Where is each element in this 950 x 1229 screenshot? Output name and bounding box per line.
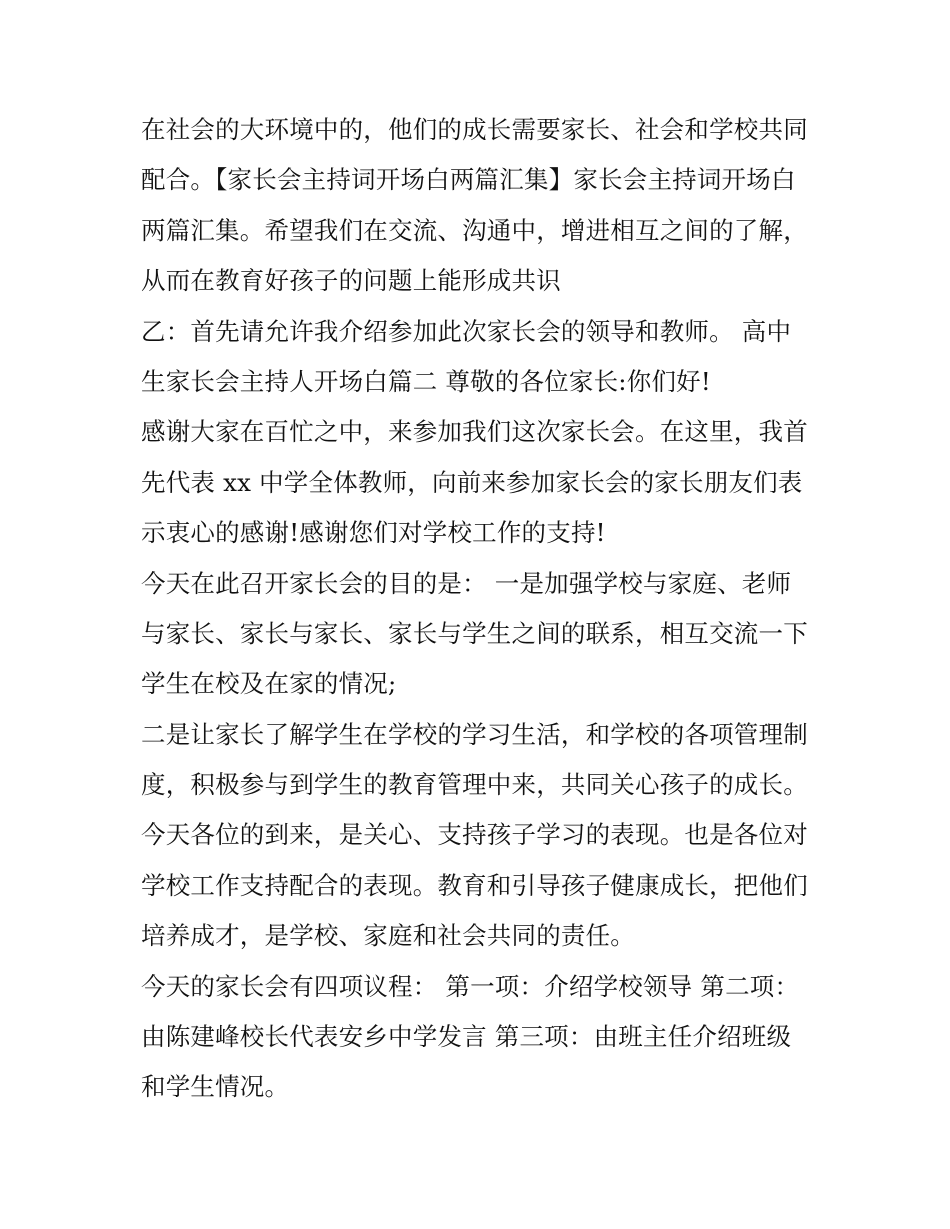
text-line: 培养成才，是学校、家庭和社会共同的责任。 xyxy=(141,921,635,951)
text-line: 今天的家长会有四项议程： 第一项：介绍学校领导 第二项： xyxy=(141,971,800,1001)
text-line: 二是让家长了解学生在学校的学习生活，和学校的各项管理制 xyxy=(141,719,808,749)
text-line: 学校工作支持配合的表现。教育和引导孩子健康成长，把他们 xyxy=(141,870,808,900)
text-line: 感谢大家在百忙之中，来参加我们这次家长会。在这里，我首 xyxy=(141,417,808,447)
text-line: 先代表 xx 中学全体教师，向前来参加家长会的家长朋友们表 xyxy=(141,467,803,497)
text-line: 两篇汇集。希望我们在交流、沟通中，增进相互之间的了解， xyxy=(141,215,808,245)
text-line: 由陈建峰校长代表安乡中学发言 第三项：由班主任介绍班级 xyxy=(141,1022,792,1052)
text-line: 和学生情况。 xyxy=(141,1072,290,1102)
text-line: 今天在此召开家长会的目的是： 一是加强学校与家庭、老师 xyxy=(141,568,792,598)
text-line: 与家长、家长与家长、家长与学生之间的联系，相互交流一下 xyxy=(141,618,808,648)
document-body xyxy=(141,105,821,1113)
text-line: 学生在校及在家的情况; xyxy=(141,669,397,699)
text-line: 今天各位的到来，是关心、支持孩子学习的表现。也是各位对 xyxy=(141,820,808,850)
text-line: 乙：首先请允许我介绍参加此次家长会的领导和教师。 高中 xyxy=(141,316,792,346)
text-line: 度，积极参与到学生的教育管理中来，共同关心孩子的成长。 xyxy=(141,770,808,800)
text-line: 从而在教育好孩子的问题上能形成共识 xyxy=(141,266,561,296)
text-line: 生家长会主持人开场白篇二 尊敬的各位家长:你们好! xyxy=(141,366,711,396)
text-line: 示衷心的感谢!感谢您们对学校工作的支持! xyxy=(141,518,606,548)
text-line: 在社会的大环境中的，他们的成长需要家长、社会和学校共同 xyxy=(141,115,808,144)
text-line: 配合。【家长会主持词开场白两篇汇集】家长会主持词开场白 xyxy=(141,165,796,195)
